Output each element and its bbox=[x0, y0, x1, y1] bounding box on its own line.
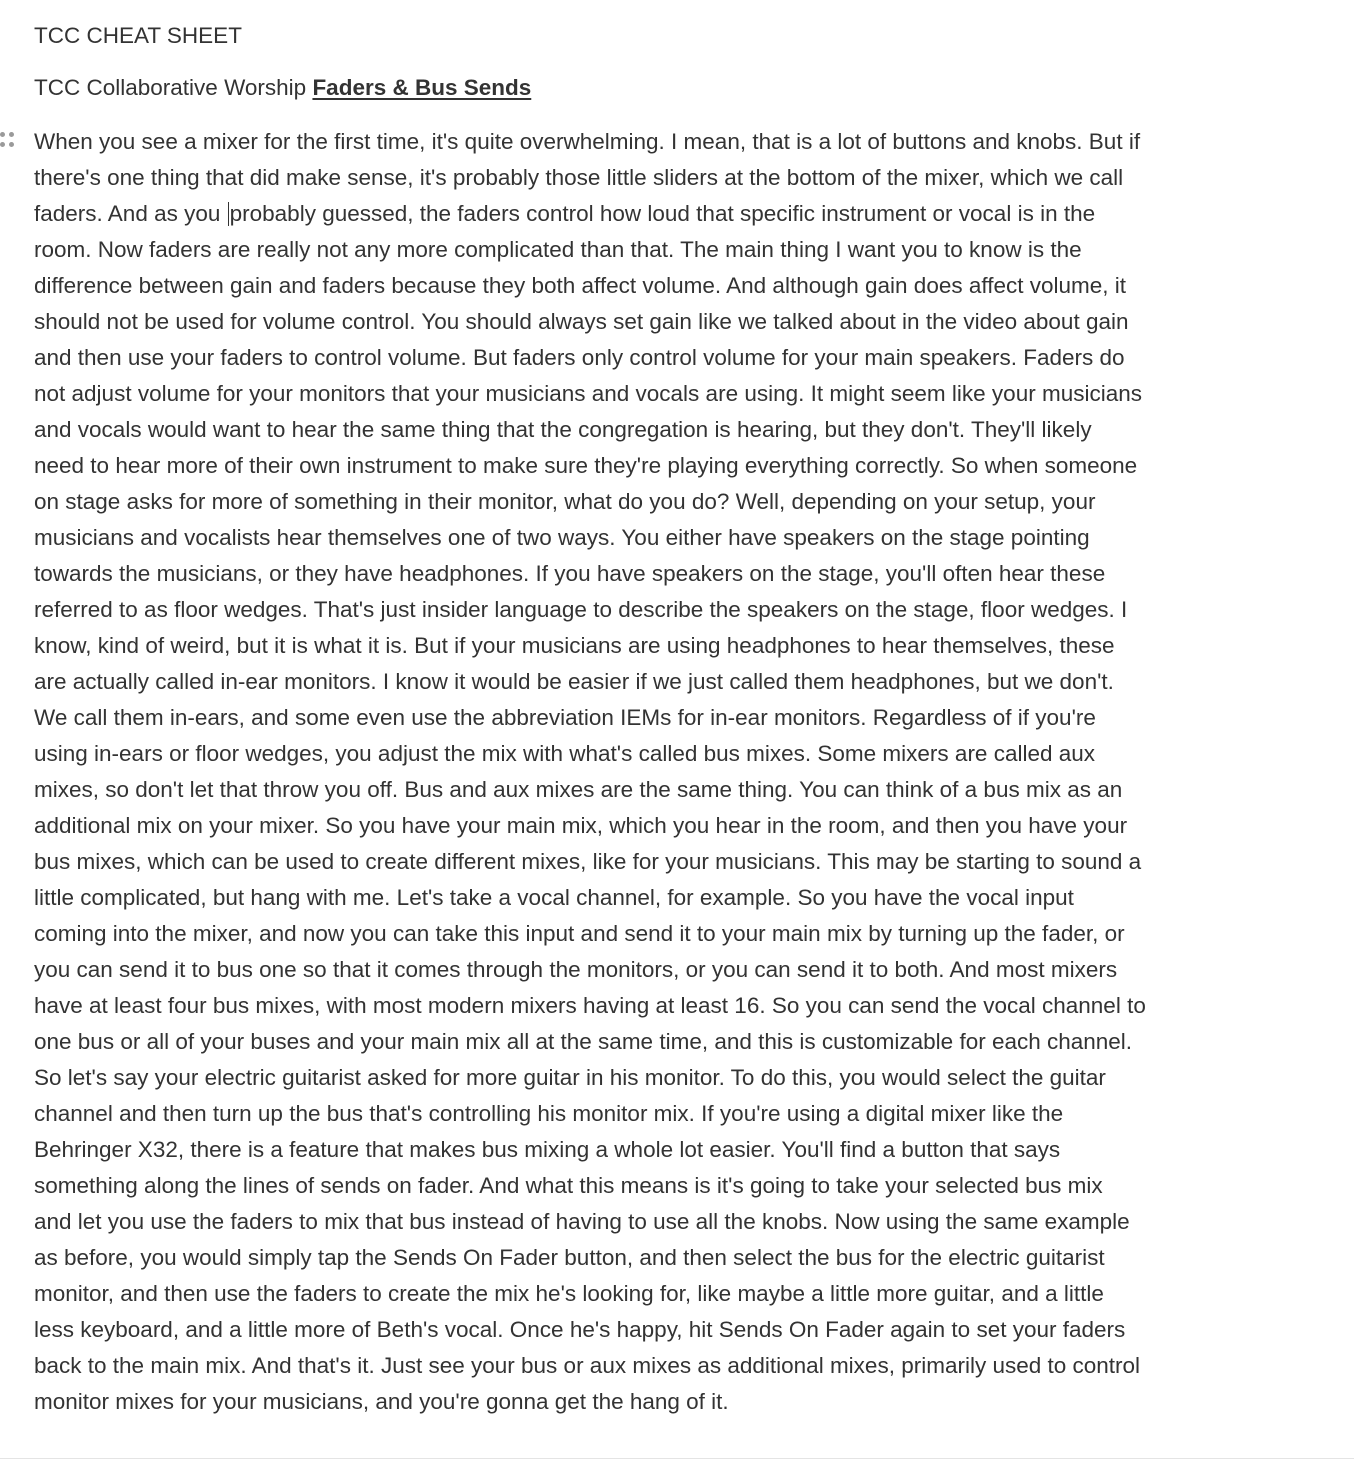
paragraph-line: and then use your faders to control volume. But faders only control volume for your main speakers. Faders do bbox=[34, 345, 1125, 370]
paragraph-line: mixes, so don't let that throw you off. Bus and aux mixes are the same thing. You can think of a bus mix as an bbox=[34, 777, 1123, 802]
paragraph-line: We call them in-ears, and some even use the abbreviation IEMs for in-ear monitors. Regardless of if you're bbox=[34, 705, 1096, 730]
paragraph-line: So let's say your electric guitarist asked for more guitar in his monitor. To do this, you would select the guitar bbox=[34, 1065, 1106, 1090]
paragraph-line: referred to as floor wedges. That's just insider language to describe the speakers on the stage, floor wedges. I bbox=[34, 597, 1128, 622]
paragraph-line: difference between gain and faders because they both affect volume. And although gain does affect volume, it bbox=[34, 273, 1127, 298]
paragraph-line: Behringer X32, there is a feature that makes bus mixing a whole lot easier. You'll find a button that says bbox=[34, 1137, 1061, 1162]
paragraph-line: towards the musicians, or they have headphones. If you have speakers on the stage, you'll often hear these bbox=[34, 561, 1106, 586]
paragraph-line: back to the main mix. And that's it. Just see your bus or aux mixes as additional mixes, primarily used to control bbox=[34, 1353, 1141, 1378]
paragraph-line: on stage asks for more of something in their monitor, what do you do? Well, depending on your setup, your bbox=[34, 489, 1096, 514]
paragraph-line: room. Now faders are really not any more complicated than that. The main thing I want you to know is the bbox=[34, 237, 1082, 262]
paragraph-line bbox=[34, 196, 1300, 232]
paragraph-text: probably guessed, the faders control how loud that specific instrument or vocal is in the bbox=[229, 201, 1096, 226]
paragraph-line: need to hear more of their own instrument to make sure they're playing everything correctly. So when someone bbox=[34, 453, 1138, 478]
paragraph-line: there's one thing that did make sense, it's probably those little sliders at the bottom of the mixer, which we call bbox=[34, 165, 1124, 190]
paragraph-line: not adjust volume for your monitors that your musicians and vocals are using. It might seem like your musicians bbox=[34, 381, 1142, 406]
paragraph-line: bus mixes, which can be used to create different mixes, like for your musicians. This may be starting to sound a bbox=[34, 849, 1142, 874]
paragraph-line: one bus or all of your buses and your main mix all at the same time, and this is customizable for each channel. bbox=[34, 1029, 1133, 1054]
faders-bus-sends-link[interactable]: Faders & Bus Sends bbox=[312, 75, 532, 100]
paragraph-line: something along the lines of sends on fader. And what this means is it's going to take your selected bus mix bbox=[34, 1173, 1103, 1198]
paragraph-line: you can send it to bus one so that it comes through the monitors, or you can send it to both. And most mixers bbox=[34, 957, 1118, 982]
paragraph-line: as before, you would simply tap the Sends On Fader button, and then select the bus for the electric guitarist bbox=[34, 1245, 1105, 1270]
paragraph-line: are actually called in-ear monitors. I know it would be easier if we just called them headphones, but we don't. bbox=[34, 669, 1114, 694]
paragraph-line: using in-ears or floor wedges, you adjust the mix with what's called bus mixes. Some mixers are called aux bbox=[34, 741, 1096, 766]
block-drag-handle-icon[interactable] bbox=[0, 131, 16, 149]
paragraph-line: When you see a mixer for the first time, it's quite overwhelming. I mean, that is a lot of buttons and knobs. But if bbox=[34, 129, 1141, 154]
subtitle-prefix: TCC Collaborative Worship bbox=[34, 75, 313, 100]
paragraph-text: faders. And as you bbox=[34, 201, 221, 226]
paragraph-line: have at least four bus mixes, with most modern mixers having at least 16. So you can send the vocal channel to bbox=[34, 993, 1146, 1018]
paragraph-line: channel and then turn up the bus that's controlling his monitor mix. If you're using a digital mixer like the bbox=[34, 1101, 1064, 1126]
bottom-divider bbox=[0, 1458, 1354, 1459]
paragraph-line: monitor mixes for your musicians, and you're gonna get the hang of it. bbox=[34, 1389, 729, 1414]
paragraph-line: additional mix on your mixer. So you have your main mix, which you hear in the room, and then you have your bbox=[34, 813, 1128, 838]
cheat-sheet-title: TCC CHEAT SHEET bbox=[34, 23, 242, 48]
paragraph-line: and vocals would want to hear the same thing that the congregation is hearing, but they don't. They'll likely bbox=[34, 417, 1092, 442]
paragraph-line: little complicated, but hang with me. Let's take a vocal channel, for example. So you have the vocal input bbox=[34, 885, 1074, 910]
text-cursor bbox=[228, 202, 229, 226]
paragraph-line: should not be used for volume control. You should always set gain like we talked about in the video about gain bbox=[34, 309, 1129, 334]
paragraph-line: know, kind of weird, but it is what it is. But if your musicians are using headphones to hear themselves, these bbox=[34, 633, 1115, 658]
paragraph-line: and let you use the faders to mix that bus instead of having to use all the knobs. Now using the same example bbox=[34, 1209, 1130, 1234]
paragraph-line: coming into the mixer, and now you can take this input and send it to your main mix by turning up the fader, or bbox=[34, 921, 1125, 946]
paragraph-line: less keyboard, and a little more of Beth's vocal. Once he's happy, hit Sends On Fader again to set your faders bbox=[34, 1317, 1126, 1342]
transcript-paragraph[interactable] bbox=[34, 124, 1300, 1416]
paragraph-line: monitor, and then use the faders to create the mix he's looking for, like maybe a little more guitar, and a little bbox=[34, 1281, 1104, 1306]
document-subtitle bbox=[34, 74, 531, 102]
paragraph-line: musicians and vocalists hear themselves one of two ways. You either have speakers on the stage pointing bbox=[34, 525, 1090, 550]
